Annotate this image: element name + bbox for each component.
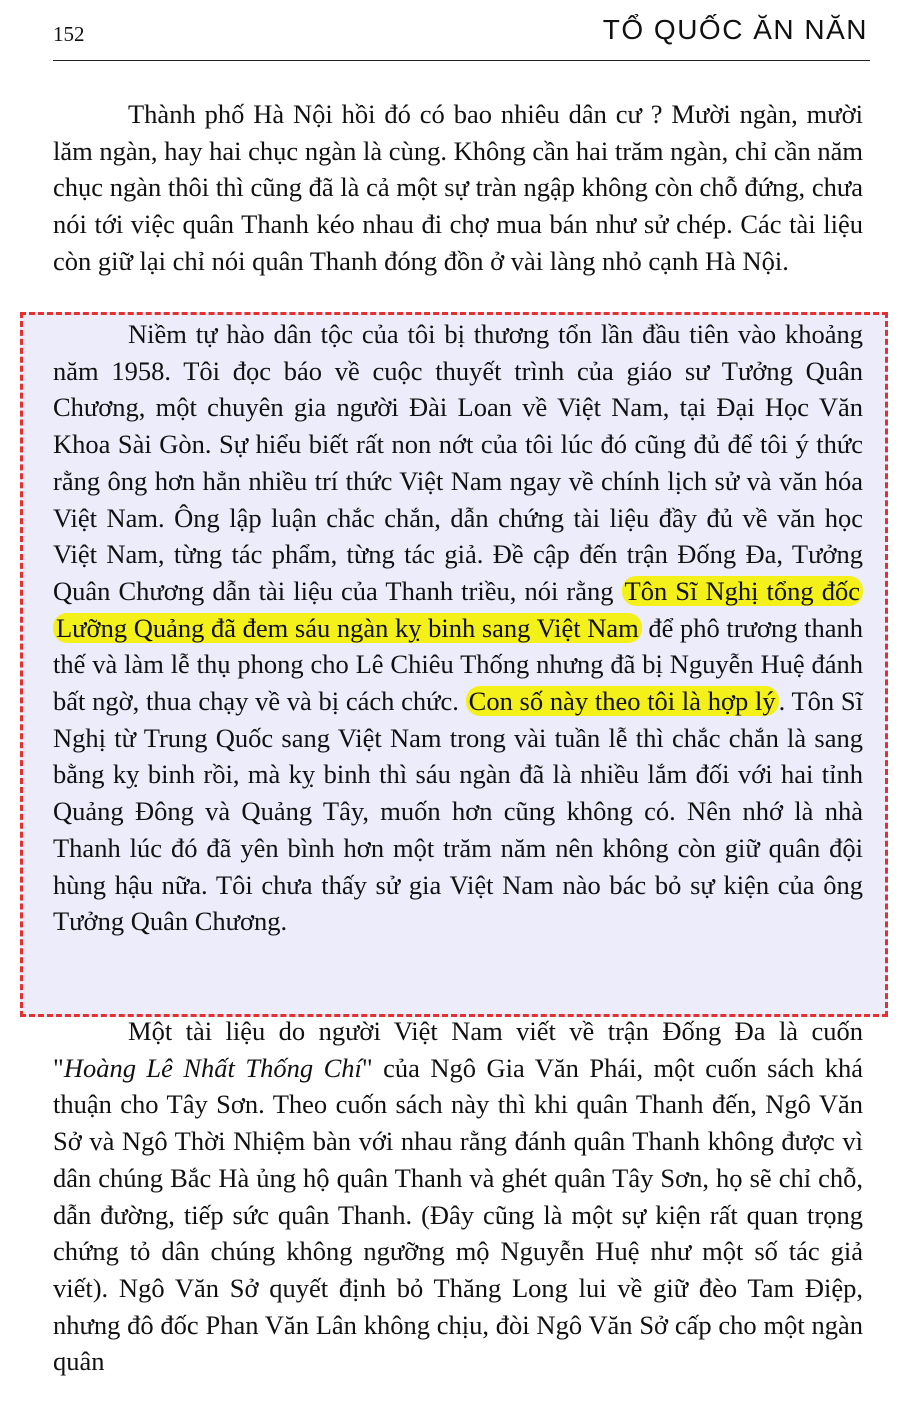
highlight-troops: Tôn Sĩ Nghị tổng đốc Lưỡng Quảng đã đem sáu ngàn kỵ binh sang Việt Nam (53, 576, 863, 643)
paragraph-2-text-3: . Tôn Sĩ Nghị từ Trung Quốc sang Việt Nam trong vài tuần lễ thì chắc chắn là sang bằng kỵ binh rồi, mà kỵ binh thì sáu ngàn đã là nhiều lắm đối với hai tỉnh Quảng Đông và Quảng Tây, muốn hơn cũng không có. Nên nhớ là nhà Thanh lúc đó đã yên bình hơn một trăm năm nên không còn giữ quân đội hùng hậu nữa. Tôi chưa thấy sử gia Việt Nam nào bác bỏ sự kiện của ông Tưởng Quân Chương. (53, 686, 863, 937)
paragraph-2-block (53, 316, 863, 940)
paragraph-1-block (53, 96, 863, 280)
book-title: Hoàng Lê Nhất Thống Chí (63, 1052, 362, 1083)
paragraph-3-text-1: Một tài liệu do người Việt Nam viết về trận Đống Đa là cuốn " (53, 1016, 863, 1083)
paragraph-3-text-2: " của Ngô Gia Văn Phái, một cuốn sách khá thuận cho Tây Sơn. Theo cuốn sách này thì khi quân Thanh đến, Ngô Văn Sở và Ngô Thời Nhiệm bàn với nhau rằng đánh quân Thanh không được vì dân chúng Bắc Hà ủng hộ quân Thanh và ghét quân Tây Sơn, họ sẽ chỉ chỗ, dẫn đường, tiếp sức quân Thanh. (Đây cũng là một sự kiện rất quan trọng chứng tỏ dân chúng không ngưỡng mộ Nguyễn Huệ như một số tác giả viết). Ngô Văn Sở quyết định bỏ Thăng Long lui về giữ đèo Tam Điệp, nhưng đô đốc Phan Văn Lân không chịu, đòi Ngô Văn Sở cấp cho một ngàn quân (53, 1052, 863, 1377)
paragraph-1: Thành phố Hà Nội hồi đó có bao nhiêu dân cư ? Mười ngàn, mười lăm ngàn, hay hai chục ngàn là cùng. Không cần hai trăm ngàn, chỉ cần năm chục ngàn thôi thì cũng đã là cả một sự tràn ngập không còn chỗ đứng, chưa nói tới việc quân Thanh kéo nhau đi chợ mua bán như sử chép. Các tài liệu còn giữ lại chỉ nói quân Thanh đóng đồn ở vài làng nhỏ cạnh Hà Nội. (53, 99, 863, 276)
paragraph-3 (53, 1013, 863, 1380)
paragraph-3-block (53, 1013, 863, 1380)
paragraph-2-text-2: để phô trương thanh thế và làm lễ thụ phong cho Lê Chiêu Thống nhưng đã bị Nguyễn Huệ đánh bất ngờ, thua chạy về và bị cách chức. (53, 612, 863, 717)
header-rule (53, 60, 870, 61)
running-title: TỔ QUỐC ĂN NĂN (602, 14, 868, 45)
paragraph-2 (53, 316, 863, 940)
highlight-reasonable: Con số này theo tôi là hợp lý (466, 686, 779, 716)
page-number: 152 (53, 22, 85, 46)
paragraph-2-text-1: Niềm tự hào dân tộc của tôi bị thương tổn lần đầu tiên vào khoảng năm 1958. Tôi đọc báo về cuộc thuyết trình của giáo sư Tưởng Quân Chương, một chuyên gia người Đài Loan về Việt Nam, tại Đại Học Văn Khoa Sài Gòn. Sự hiểu biết rất non nớt của tôi lúc đó cũng đủ để tôi ý thức rằng ông hơn hẳn nhiều trí thức Việt Nam ngay về chính lịch sử và văn hóa Việt Nam. Ông lập luận chắc chắn, dẫn chứng tài liệu đầy đủ về văn học Việt Nam, từng tác phẩm, từng tác giả. Đề cập đến trận Đống Đa, Tưởng Quân Chương dẫn tài liệu của Thanh triều, nói rằng (53, 319, 863, 606)
